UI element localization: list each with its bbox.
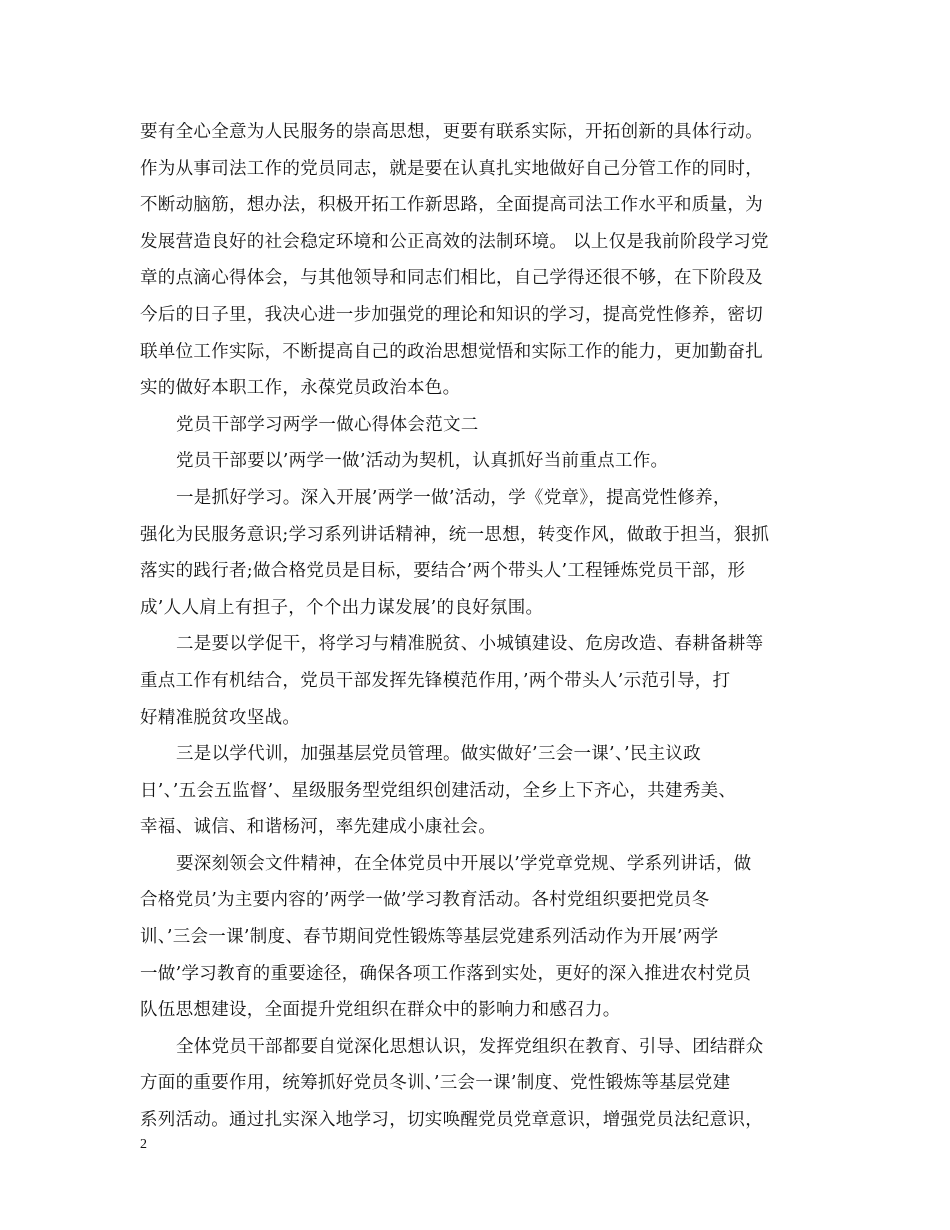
text-line: 系列活动。通过扎实深入地学习，切实唤醒党员党章意识，增强党员法纪意识， <box>140 1110 763 1131</box>
text-line: 训、’三会一课’制度、春节期间党性锻炼等基层党建系列活动作为开展’两学 <box>140 927 719 948</box>
text-line: 联单位工作实际，不断提高自己的政治思想觉悟和实际工作的能力，更加勤奋扎 <box>140 341 763 362</box>
text-line: 好精准脱贫攻坚战。 <box>140 707 301 728</box>
text-line: 党员干部要以’两学一做’活动为契机，认真抓好当前重点工作。 <box>176 451 669 472</box>
text-line: 队伍思想建设，全面提升党组织在群众中的影响力和感召力。 <box>140 1000 621 1021</box>
page-number: 2 <box>140 1137 147 1152</box>
text-line: 实的做好本职工作，永葆党员政治本色。 <box>140 378 461 399</box>
text-line: 不断动脑筋，想办法，积极开拓工作新思路，全面提高司法工作水平和质量，为 <box>140 195 763 216</box>
text-line: 作为从事司法工作的党员同志，就是要在认真扎实地做好自己分管工作的同时， <box>140 158 763 179</box>
text-line: 幸福、诚信、和谐杨河，率先建成小康社会。 <box>140 817 496 838</box>
text-line: 一做’学习教育的重要途径，确保各项工作落到实处，更好的深入推进农村党员 <box>140 963 752 984</box>
text-line: 章的点滴心得体会，与其他领导和同志们相比，自己学得还很不够，在下阶段及 <box>140 268 763 289</box>
text-line: 方面的重要作用，统筹抓好党员冬训、’三会一课’制度、党性锻炼等基层党建 <box>140 1073 731 1094</box>
text-line: 二是要以学促干，将学习与精准脱贫、小城镇建设、危房改造、春耕备耕等 <box>176 634 764 655</box>
text-line: 重点工作有机结合，党员干部发挥先锋模范作用，’两个带头人’示范引导，打 <box>140 670 731 691</box>
document-body <box>140 114 840 1139</box>
text-line: 日’、’五会五监督’、星级服务型党组织创建活动，全乡上下齐心，共建秀美、 <box>140 780 737 801</box>
text-line: 今后的日子里，我决心进一步加强党的理论和知识的学习，提高党性修养，密切 <box>140 304 763 325</box>
text-line: 三是以学代训，加强基层党员管理。做实做好’三会一课’、’民主议政 <box>176 744 702 765</box>
text-line: 合格党员’为主要内容的’两学一做’学习教育活动。各村党组织要把党员冬 <box>140 890 710 911</box>
text-line: 发展营造良好的社会稳定环境和公正高效的法制环境。 以上仅是我前阶段学习党 <box>140 231 769 252</box>
section-heading: 党员干部学习两学一做心得体会范文二 <box>176 414 479 435</box>
text-line: 要有全心全意为人民服务的崇高思想，更要有联系实际，开拓创新的具体行动。 <box>140 122 763 142</box>
text-line: 落实的践行者;做合格党员是目标，要结合’两个带头人’工程锤炼党员干部，形 <box>140 561 746 582</box>
text-line: 成’人人肩上有担子，个个出力谋发展’的良好氛围。 <box>140 597 544 618</box>
text-line: 要深刻领会文件精神，在全体党员中开展以’学党章党规、学系列讲话，做 <box>176 853 752 874</box>
text-line: 一是抓好学习。深入开展’两学一做’活动，学《党章》，提高党性修养， <box>176 487 731 508</box>
text-line: 强化为民服务意识;学习系列讲话精神，统一思想，转变作风，做敢于担当，狠抓 <box>140 524 770 545</box>
text-line: 全体党员干部都要自觉深化思想认识，发挥党组织在教育、引导、团结群众 <box>176 1036 764 1057</box>
